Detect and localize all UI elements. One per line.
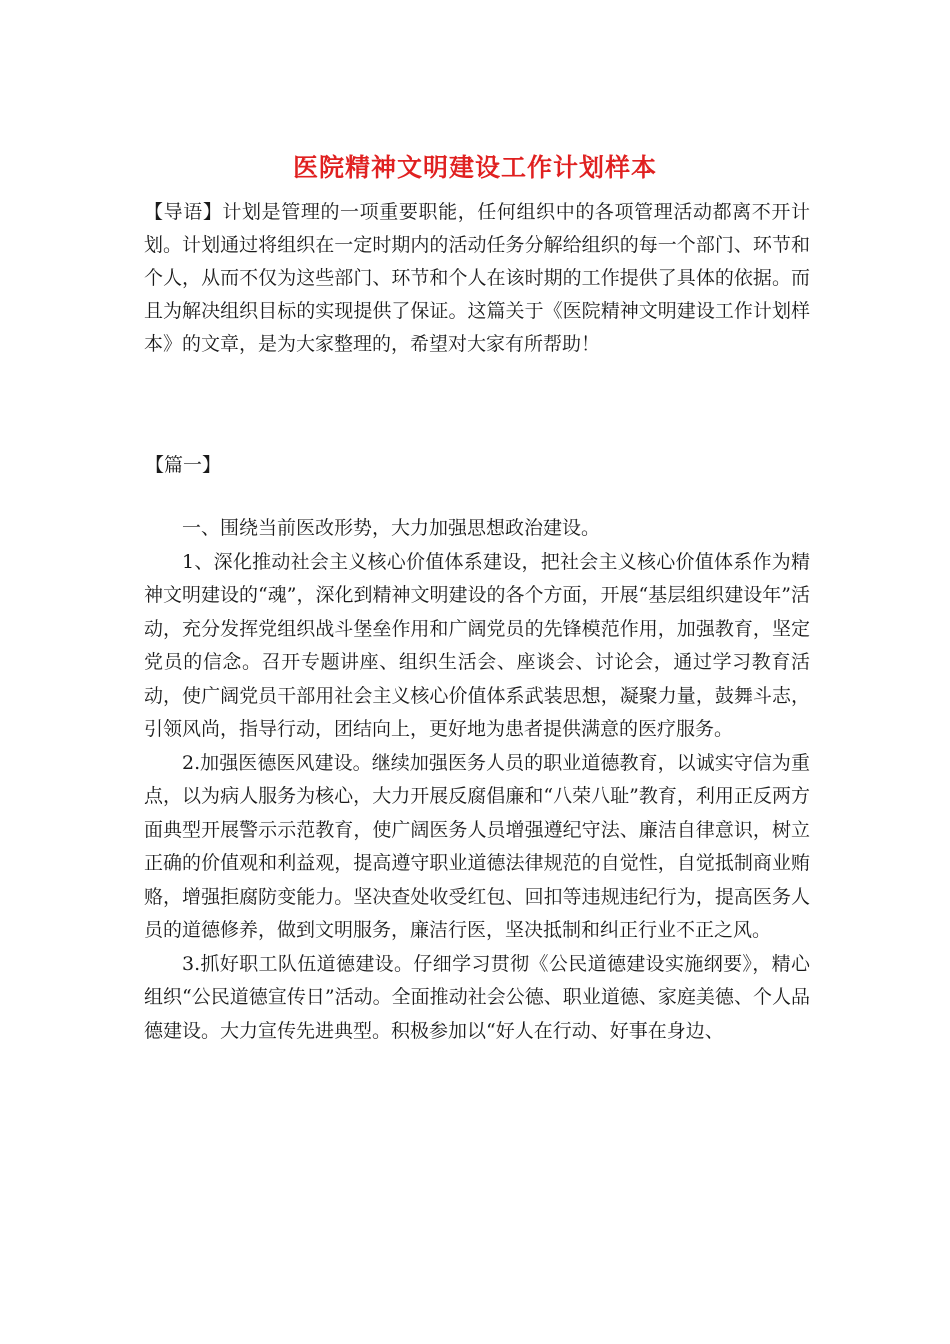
body-paragraph: 2.加强医德医风建设。继续加强医务人员的职业道德教育，以诚实守信为重点，以为病人服务为核心，大力开展反腐倡廉和“八荣八耻”教育，利用正反两方面典型开展警示示范教育，使广阔医务人员增强遵纪守法、廉洁自律意识，树立正确的价值观和利益观，提高遵守职业道德法律规范的自觉性，自觉抵制商业贿赂，增强拒腐防变能力。坚决查处收受红包、回扣等违规违纪行为，提高医务人员的道德修养，做到文明服务，廉洁行医，坚决抵制和纠正行业不正之风。 xyxy=(144,751,810,941)
document-title: 医院精神文明建设工作计划样本 xyxy=(292,153,657,182)
intro-paragraph: 【导语】计划是管理的一项重要职能，任何组织中的各项管理活动都离不开计划。计划通过将组织在一定时期内的活动任务分解给组织的每一个部门、环节和个人，从而不仅为这些部门、环节和个人在该时期的工作提供了具体的依据。而且为解决组织目标的实现提供了保证。这篇关于《医院精神文明建设工作计划样本》的文章，是为大家整理的，希望对大家有所帮助！ xyxy=(144,201,810,355)
section-label: 【篇一】 xyxy=(145,454,222,476)
body-text xyxy=(144,512,810,1048)
body-paragraph: 1、深化推动社会主义核心价值体系建设，把社会主义核心价值体系作为精神文明建设的“魂”，深化到精神文明建设的各个方面，开展“基层组织建设年”活动，充分发挥党组织战斗堡垒作用和广阔党员的先锋模范作用，加强教育，坚定党员的信念。召开专题讲座、组织生活会、座谈会、讨论会，通过学习教育活动，使广阔党员干部用社会主义核心价值体系武装思想，凝聚力量，鼓舞斗志，引领风尚，指导行动，团结向上，更好地为患者提供满意的医疗服务。 xyxy=(144,550,810,740)
body-paragraph: 3.抓好职工队伍道德建设。仔细学习贯彻《公民道德建设实施纲要》，精心组织“公民道德宣传日”活动。全面推动社会公德、职业道德、家庭美德、个人品德建设。大力宣传先进典型。积极参加以“好人在行动、好事在身边、 xyxy=(144,952,810,1042)
heading-paragraph: 一、围绕当前医改形势，大力加强思想政治建设。 xyxy=(182,517,601,539)
